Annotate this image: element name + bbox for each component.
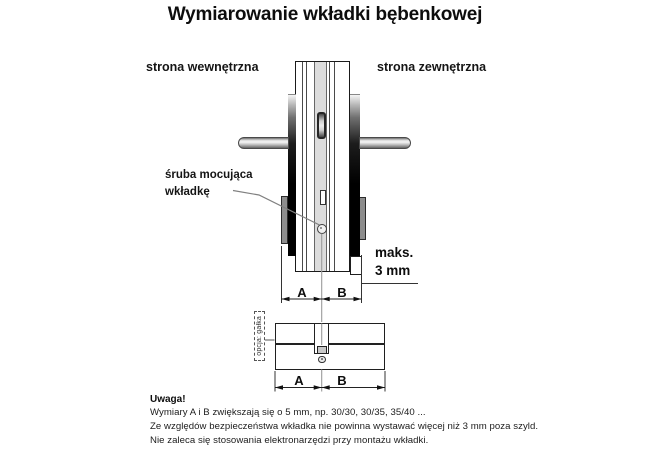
- page-title: Wymiarowanie wkładki bębenkowej: [167, 4, 483, 25]
- dim-arrow: [275, 385, 283, 390]
- screw-callout-line2: wkładkę: [165, 186, 210, 198]
- dim-arrow: [314, 385, 322, 390]
- fixing-screw: [317, 224, 327, 234]
- keyway-detail: [320, 190, 327, 205]
- max-callout-line2: 3 mm: [375, 263, 411, 278]
- inner-side-label: strona wewnętrzna: [146, 60, 259, 74]
- door-handle-outer: [359, 137, 411, 149]
- max-callout-line1: maks.: [375, 245, 414, 260]
- lock-cam-detail: [317, 112, 326, 139]
- door-layer-line: [334, 62, 335, 271]
- dim-arrow: [377, 385, 385, 390]
- cylinder-protrusion: [350, 256, 363, 275]
- dim-a-label-lower: A: [294, 373, 304, 388]
- door-layer-line: [306, 62, 307, 271]
- knob-option-box: [254, 311, 265, 361]
- cylinder-channel: [314, 62, 328, 271]
- note-line-2: Ze względów bezpieczeństwa wkładka nie powinna wystawać więcej niż 3 mm poza szyld.: [150, 421, 539, 432]
- dim-b-label-upper: B: [337, 285, 347, 300]
- cylinder-side-view: [275, 323, 385, 370]
- note-line-1: Wymiary A i B zwiększają się o 5 mm, np. 30/30, 30/35, 35/40 ...: [150, 407, 426, 418]
- dim-a-label-upper: A: [297, 285, 307, 300]
- cylinder-cam: [317, 346, 327, 355]
- mounting-bar-outer: [359, 197, 366, 240]
- door-layer-line: [302, 62, 303, 271]
- door-handle-inner: [238, 137, 289, 149]
- screw-callout-line1: śruba mocująca: [165, 169, 253, 181]
- note-heading: Uwaga!: [150, 394, 186, 405]
- outer-side-label: strona zewnętrzna: [377, 60, 487, 74]
- dim-arrow: [322, 297, 330, 302]
- cylinder-screw-hole: [318, 356, 326, 364]
- note-line-3: Nie zaleca się stosowania elektronarzędzi przy montażu wkładki.: [150, 435, 429, 446]
- knob-option-label: opcja: gałka: [256, 316, 263, 356]
- escutcheon-plate-outer: [350, 94, 360, 256]
- dim-arrow: [354, 297, 362, 302]
- dim-arrow: [314, 297, 322, 302]
- dim-arrow: [282, 297, 290, 302]
- escutcheon-plate-inner: [288, 94, 296, 256]
- dim-arrow: [322, 385, 330, 390]
- dim-b-label-lower: B: [337, 373, 347, 388]
- screw-callout: [165, 167, 253, 201]
- door-layer-line: [329, 62, 330, 271]
- cylinder-midline: [275, 343, 385, 345]
- max-protrusion-callout: [375, 244, 413, 280]
